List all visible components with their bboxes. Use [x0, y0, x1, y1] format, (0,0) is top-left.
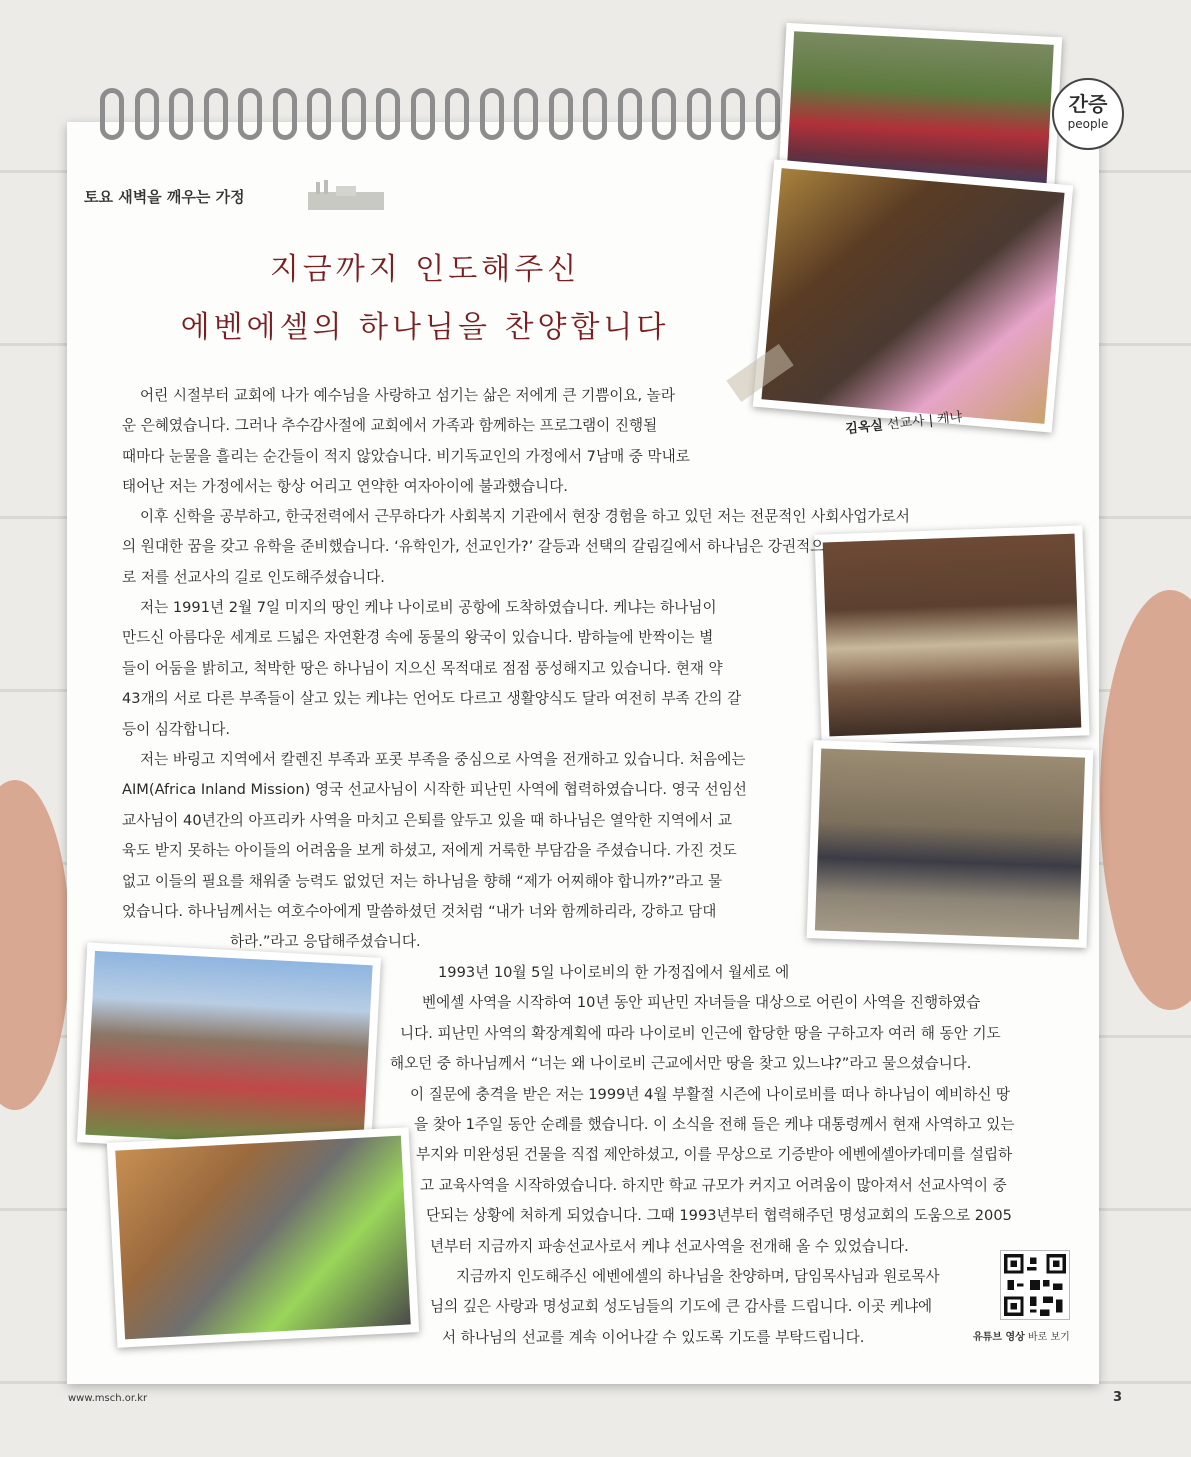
spiral-ring: [480, 88, 504, 140]
paragraph-4: [122, 745, 747, 958]
spiral-ring: [514, 88, 538, 140]
spiral-ring: [100, 88, 124, 140]
qr-caption: [973, 1328, 1070, 1343]
text-line: AIM(Africa Inland Mission) 영국 선교사님이 시작한 피난민 사역에 협력하였습니다. 영국 선임선: [122, 781, 747, 799]
section-label: 토요 새벽을 깨우는 가정: [84, 188, 245, 206]
spiral-ring: [204, 88, 228, 140]
paragraph-5: [390, 958, 1014, 1262]
spiral-ring: [583, 88, 607, 140]
caption-name: 김옥실: [844, 418, 884, 438]
spiral-ring: [238, 88, 262, 140]
text-line: 부지와 미완성된 건물을 직접 제안하셨고, 이를 무상으로 기증받아 에벤에셀아카데미를 설립하: [416, 1146, 1013, 1164]
spiral-ring: [307, 88, 331, 140]
photo-church-building: [77, 942, 381, 1157]
text-line: 었습니다. 하나님께서는 여호수아에게 말씀하셨던 것처럼 “내가 너와 함께하리라, 강하고 담대: [122, 902, 717, 920]
text-line: 이후 신학을 공부하고, 한국전력에서 근무하다가 사회복지 기관에서 현장 경험을 하고 있던 저는 전문적인 사회사업가로서: [140, 508, 910, 525]
text-line: 단되는 상황에 처하게 되었습니다. 그때 1993년부터 협력해주던 명성교회의 도움으로 2005: [426, 1207, 1012, 1225]
paragraph-2: [122, 502, 910, 593]
text-line: 운 은혜였습니다. 그러나 추수감사절에 교회에서 가족과 함께하는 프로그램이 진행될: [122, 417, 658, 435]
spiral-ring: [342, 88, 366, 140]
paragraph-3: [122, 593, 741, 745]
text-line: 43개의 서로 다른 부족들이 살고 있는 케냐는 언어도 다르고 생활양식도 달라 여전히 부족 간의 갈: [122, 690, 742, 708]
caption-role: 선교사 | 케냐: [886, 409, 963, 433]
paragraph-6: [430, 1262, 940, 1353]
text-line: 하라.”라고 응답해주셨습니다.: [230, 933, 421, 951]
text-line: 육도 받지 못하는 아이들의 어려움을 보게 하셨고, 저에게 거룩한 부담감을 주셨습니다. 가진 것도: [122, 842, 737, 860]
spiral-ring: [169, 88, 193, 140]
text-line: 들이 어둠을 밝히고, 척박한 땅은 하나님이 지으신 목적대로 점점 풍성해지고 있습니다. 현재 약: [122, 659, 723, 677]
spiral-ring: [687, 88, 711, 140]
text-line: 어린 시절부터 교회에 나가 예수님을 사랑하고 섬기는 삶은 저에게 큰 기쁨이요, 놀라: [140, 387, 675, 404]
text-line: 저는 바링고 지역에서 칼렌진 부족과 포콧 부족을 중심으로 사역을 전개하고 있습니다. 처음에는: [140, 751, 746, 768]
text-line: 저는 1991년 2월 7일 미지의 땅인 케냐 나이로비 공항에 도착하였습니다. 케냐는 하나님이: [140, 599, 717, 616]
title-line-1: 지금까지 인도해주신: [269, 252, 581, 287]
qr-label-rest: 바로 보기: [1027, 1332, 1070, 1343]
paragraph-1: [122, 381, 690, 503]
text-line: 벤에셀 사역을 시작하여 10년 동안 피난민 자녀들을 대상으로 어린이 사역을 진행하였습: [422, 994, 981, 1012]
page-number: 3: [1113, 1390, 1123, 1405]
text-line: 1993년 10월 5일 나이로비의 한 가정집에서 월세로 에: [438, 964, 790, 981]
text-line: 해오던 중 하나님께서 “너는 왜 나이로비 근교에서만 땅을 찾고 있느냐?”라고 물으셨습니다.: [390, 1055, 972, 1073]
spiral-ring: [618, 88, 642, 140]
badge-korean: 간증: [1068, 92, 1108, 116]
spiral-ring: [549, 88, 573, 140]
text-line: 이 질문에 충격을 받은 저는 1999년 4월 부활절 시즌에 나이로비를 떠나 하나님이 예비하신 땅: [410, 1085, 1011, 1103]
badge-english: people: [1067, 117, 1109, 131]
people-badge: [1052, 78, 1124, 150]
text-line: 고 교육사역을 시작하였습니다. 하지만 학교 규모가 커지고 어려움이 많아져서 선교사역이 중: [420, 1176, 1007, 1194]
text-line: 로 저를 선교사의 길로 인도해주셨습니다.: [122, 568, 385, 586]
text-line: 없고 이들의 필요를 채워줄 능력도 없었던 저는 하나님을 향해 “제가 어찌해야 합니까?”라고 물: [122, 872, 723, 890]
text-line: 니다. 피난민 사역의 확장계획에 따라 나이로비 인근에 합당한 땅을 구하고자 여러 해 동안 기도: [400, 1024, 1001, 1042]
spiral-ring: [756, 88, 780, 140]
text-line: 님의 깊은 사랑과 명성교회 성도님들의 기도에 큰 감사를 드립니다. 이곳 케냐에: [430, 1298, 933, 1316]
text-line: 지금까지 인도해주신 에벤에셀의 하나님을 찬양하며, 담임목사님과 원로목사: [456, 1268, 940, 1285]
text-line: 만드신 아름다운 세계로 드넓은 자연환경 속에 동물의 왕국이 있습니다. 밤하늘에 반짝이는 별: [122, 629, 714, 647]
qr-label-bold: 유튜브 영상: [973, 1332, 1025, 1343]
spiral-ring: [135, 88, 159, 140]
text-line: 교사님이 40년간의 아프리카 사역을 마치고 은퇴를 앞두고 있을 때 하나님은 열악한 지역에서 교: [122, 811, 732, 829]
text-line: 의 원대한 꿈을 갖고 유학을 준비했습니다. ‘유학인가, 선교인가?’ 갈등과 선택의 갈림길에서 하나님은 강권적으: [122, 538, 825, 556]
footer-url: www.msch.or.kr: [68, 1393, 148, 1404]
text-line: 서 하나님의 선교를 계속 이어나갈 수 있도록 기도를 부탁드립니다.: [442, 1328, 865, 1346]
qr-code-icon[interactable]: [1000, 1250, 1070, 1320]
spiral-ring: [376, 88, 400, 140]
church-silhouette-icon: [306, 178, 386, 210]
text-line: 태어난 저는 가정에서는 항상 어리고 연약한 여자아이에 불과했습니다.: [122, 478, 568, 496]
text-line: 등이 심각합니다.: [122, 720, 230, 738]
spiral-ring: [273, 88, 297, 140]
title-line-2: 에벤에셀의 하나님을 찬양합니다: [180, 310, 670, 345]
spiral-ring: [721, 88, 745, 140]
photo-church-steps: [807, 740, 1094, 948]
text-line: 년부터 지금까지 파송선교사로서 케냐 선교사역을 전개해 올 수 있었습니다.: [430, 1237, 909, 1255]
spiral-ring: [652, 88, 676, 140]
text-line: 때마다 눈물을 흘리는 순간들이 적지 않았습니다. 비기독교인의 가정에서 7남매 중 막내로: [122, 447, 690, 465]
photo-missionary-with-children: [753, 159, 1073, 432]
spiral-ring: [445, 88, 469, 140]
text-line: 을 찾아 1주일 동안 순례를 했습니다. 이 소식을 전해 들은 케냐 대통령께서 현재 사역하고 있는: [414, 1115, 1015, 1133]
photo-two-women: [107, 1127, 419, 1348]
spiral-ring: [411, 88, 435, 140]
